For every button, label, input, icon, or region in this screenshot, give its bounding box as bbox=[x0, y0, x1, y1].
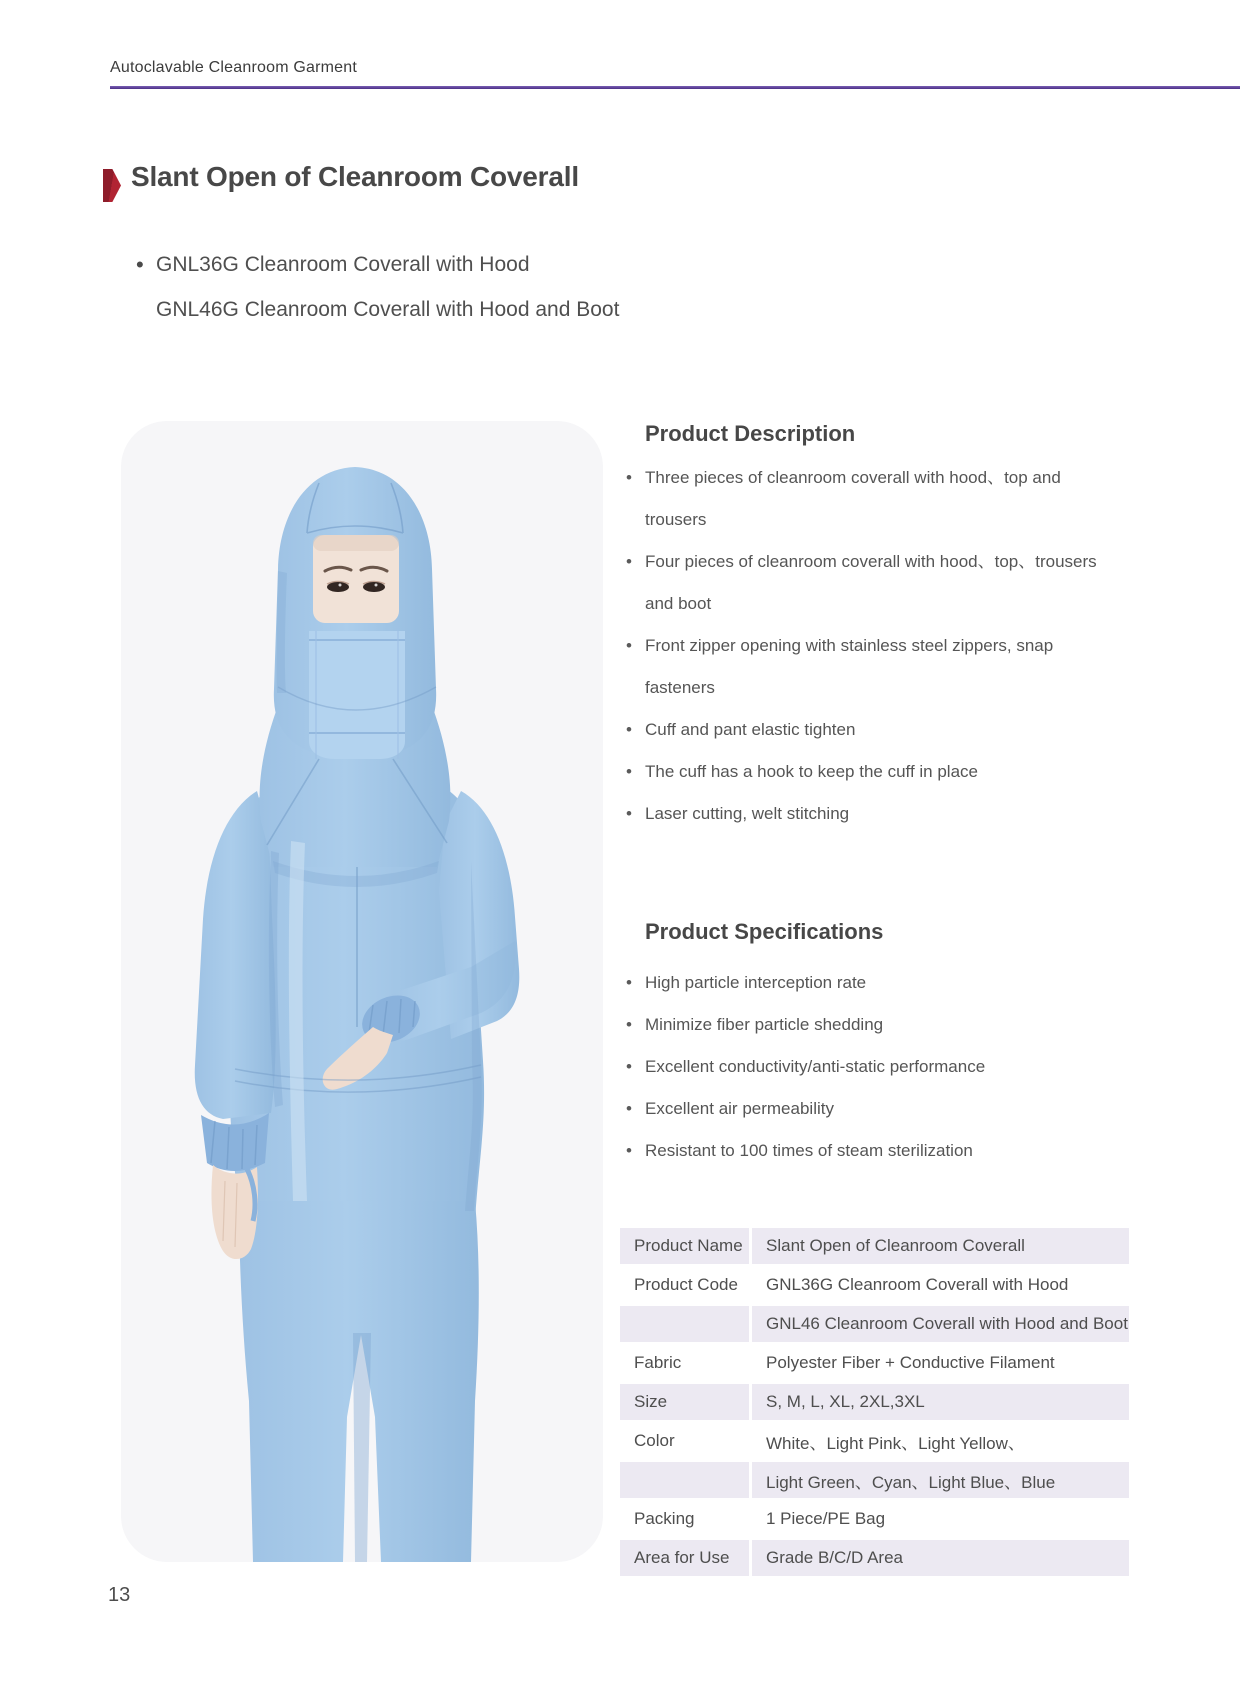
table-row bbox=[620, 1345, 1129, 1381]
table-row bbox=[620, 1306, 1129, 1342]
spec-table bbox=[620, 1225, 1129, 1579]
table-row bbox=[620, 1384, 1129, 1420]
model-line: • GNL36G Cleanroom Coverall with Hood bbox=[156, 242, 619, 287]
row-value: GNL46 Cleanroom Coverall with Hood and Boot bbox=[752, 1306, 1129, 1342]
row-value: Slant Open of Cleanroom Coverall bbox=[752, 1228, 1129, 1264]
specifications-list bbox=[625, 962, 1103, 1172]
list-item: • Front zipper opening with stainless steel zippers, snap fasteners bbox=[625, 625, 1103, 709]
table-row bbox=[620, 1423, 1129, 1459]
table-row bbox=[620, 1501, 1129, 1537]
row-label: Product Name bbox=[620, 1228, 752, 1264]
product-photo-card bbox=[121, 421, 603, 1562]
list-item: • Excellent air permeability bbox=[625, 1088, 1103, 1130]
list-item: • The cuff has a hook to keep the cuff in place bbox=[625, 751, 1103, 793]
row-label bbox=[620, 1462, 752, 1498]
list-item: • Cuff and pant elastic tighten bbox=[625, 709, 1103, 751]
page-header-label: Autoclavable Cleanroom Garment bbox=[110, 59, 358, 76]
list-item: • Laser cutting, welt stitching bbox=[625, 793, 1103, 835]
row-label: Product Code bbox=[620, 1267, 752, 1303]
list-item: • Minimize fiber particle shedding bbox=[625, 1004, 1103, 1046]
row-value: White、Light Pink、Light Yellow、 bbox=[752, 1423, 1129, 1459]
description-heading: Product Description bbox=[645, 421, 856, 446]
row-label: Packing bbox=[620, 1501, 752, 1537]
table-row bbox=[620, 1267, 1129, 1303]
list-item: • Excellent conductivity/anti-static performance bbox=[625, 1046, 1103, 1088]
row-value: Polyester Fiber + Conductive Filament bbox=[752, 1345, 1129, 1381]
row-value: S, M, L, XL, 2XL,3XL bbox=[752, 1384, 1129, 1420]
table-row bbox=[620, 1228, 1129, 1264]
section-marker-icon bbox=[103, 169, 121, 202]
row-label: Area for Use bbox=[620, 1540, 752, 1576]
page-title: Slant Open of Cleanroom Coverall bbox=[131, 161, 579, 192]
row-label: Size bbox=[620, 1384, 752, 1420]
row-value: Grade B/C/D Area bbox=[752, 1540, 1129, 1576]
table-row bbox=[620, 1540, 1129, 1576]
list-item: • Four pieces of cleanroom coverall with hood、top、trousers and boot bbox=[625, 541, 1103, 625]
row-value: 1 Piece/PE Bag bbox=[752, 1501, 1129, 1537]
model-line: GNL46G Cleanroom Coverall with Hood and Boot bbox=[156, 298, 620, 321]
description-list bbox=[625, 457, 1103, 835]
specifications-heading: Product Specifications bbox=[645, 919, 884, 944]
table-row bbox=[620, 1462, 1129, 1498]
row-label: Color bbox=[620, 1423, 752, 1459]
page-number: 13 bbox=[108, 1584, 131, 1606]
cleanroom-suit-illustration bbox=[121, 421, 603, 1562]
model-list bbox=[156, 242, 619, 332]
row-value: GNL36G Cleanroom Coverall with Hood bbox=[752, 1267, 1129, 1303]
row-value: Light Green、Cyan、Light Blue、Blue bbox=[752, 1462, 1129, 1498]
list-item: • Resistant to 100 times of steam sterilization bbox=[625, 1130, 1103, 1172]
header-rule bbox=[110, 86, 1240, 89]
row-label: Fabric bbox=[620, 1345, 752, 1381]
list-item: • High particle interception rate bbox=[625, 962, 1103, 1004]
list-item: • Three pieces of cleanroom coverall with hood、top and trousers bbox=[625, 457, 1103, 541]
row-label bbox=[620, 1306, 752, 1342]
